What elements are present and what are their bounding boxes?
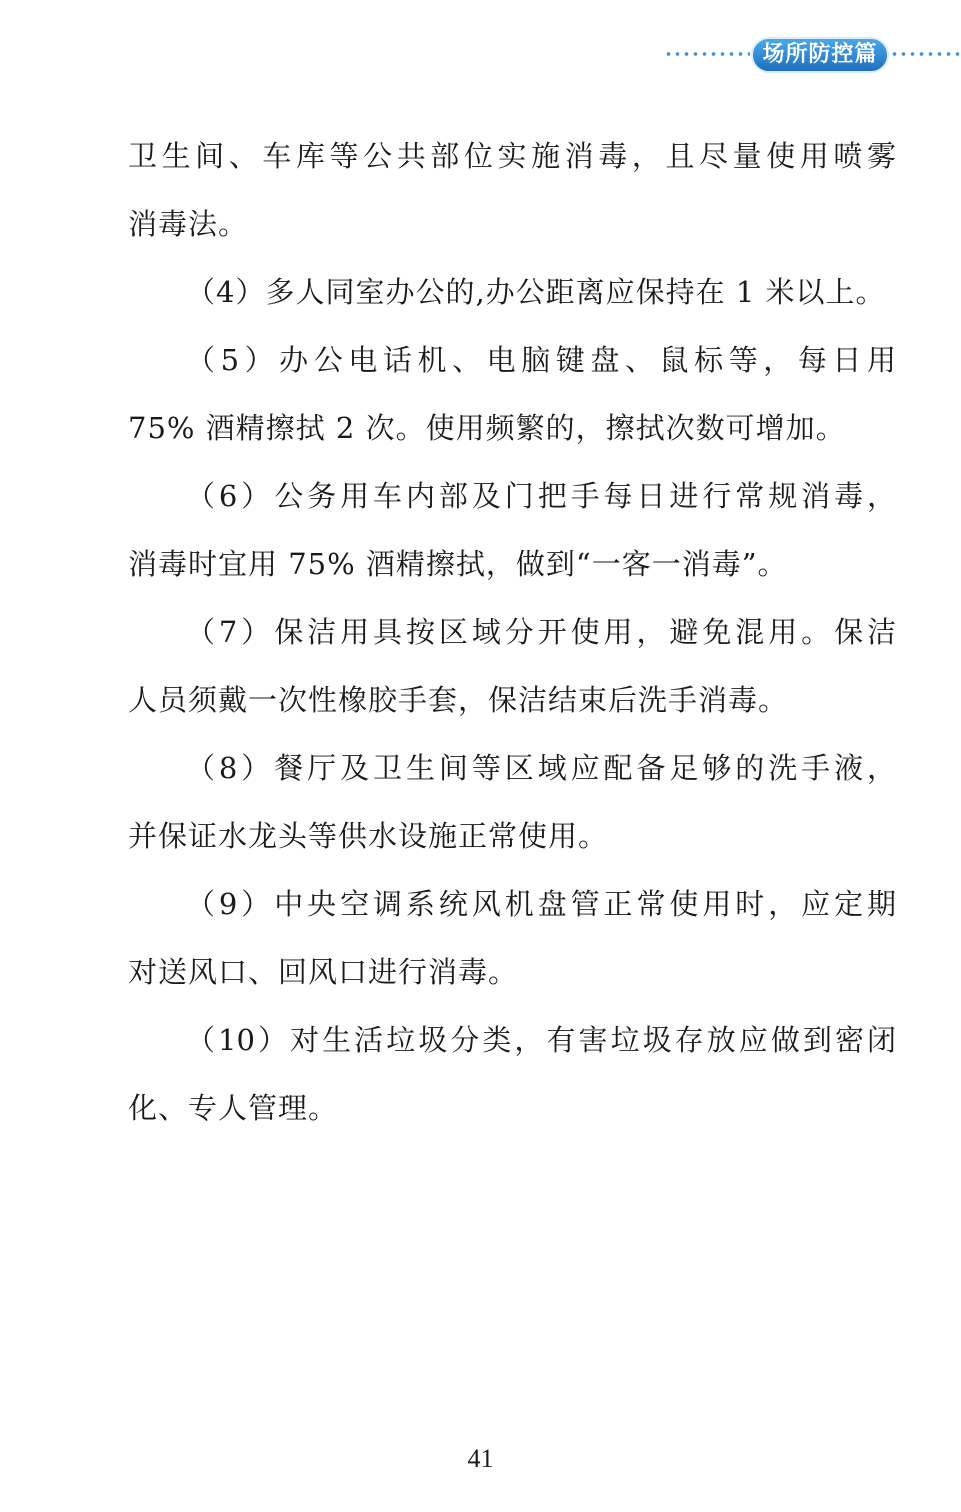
section-label-badge: 场所防控篇 bbox=[751, 37, 889, 73]
body-line: （9）中央空调系统风机盘管正常使用时，应定期 bbox=[186, 887, 896, 921]
body-line: （10）对生活垃圾分类，有害垃圾存放应做到密闭 bbox=[186, 1023, 896, 1057]
body-line: 人员须戴一次性橡胶手套，保洁结束后洗手消毒。 bbox=[128, 683, 789, 717]
body-line: （7）保洁用具按区域分开使用，避免混用。保洁 bbox=[186, 615, 896, 649]
header-dotted-rule-left bbox=[664, 52, 750, 56]
page-number: 41 bbox=[467, 1444, 494, 1473]
body-line: （6）公务用车内部及门把手每日进行常规消毒， bbox=[186, 479, 896, 513]
body-line: 化、专人管理。 bbox=[128, 1091, 339, 1125]
body-line: 卫生间、车库等公共部位实施消毒，且尽量使用喷雾 bbox=[128, 139, 896, 173]
header-dotted-rule-right bbox=[890, 52, 960, 56]
body-line: 消毒法。 bbox=[128, 207, 249, 241]
body-line: 并保证水龙头等供水设施正常使用。 bbox=[128, 819, 609, 853]
running-header bbox=[0, 30, 961, 80]
body-line: （5）办公电话机、电脑键盘、鼠标等，每日用 bbox=[186, 343, 896, 377]
body-line: 消毒时宜用 75% 酒精擦拭，做到“一客一消毒”。 bbox=[128, 547, 788, 581]
body-line: 对送风口、回风口进行消毒。 bbox=[128, 955, 519, 989]
page-body bbox=[128, 122, 896, 1142]
body-line: 75% 酒精擦拭 2 次。使用频繁的，擦拭次数可增加。 bbox=[128, 411, 846, 445]
body-line: （8）餐厅及卫生间等区域应配备足够的洗手液， bbox=[186, 751, 896, 785]
body-line: （4）多人同室办公的,办公距离应保持在 1 米以上。 bbox=[186, 275, 886, 309]
